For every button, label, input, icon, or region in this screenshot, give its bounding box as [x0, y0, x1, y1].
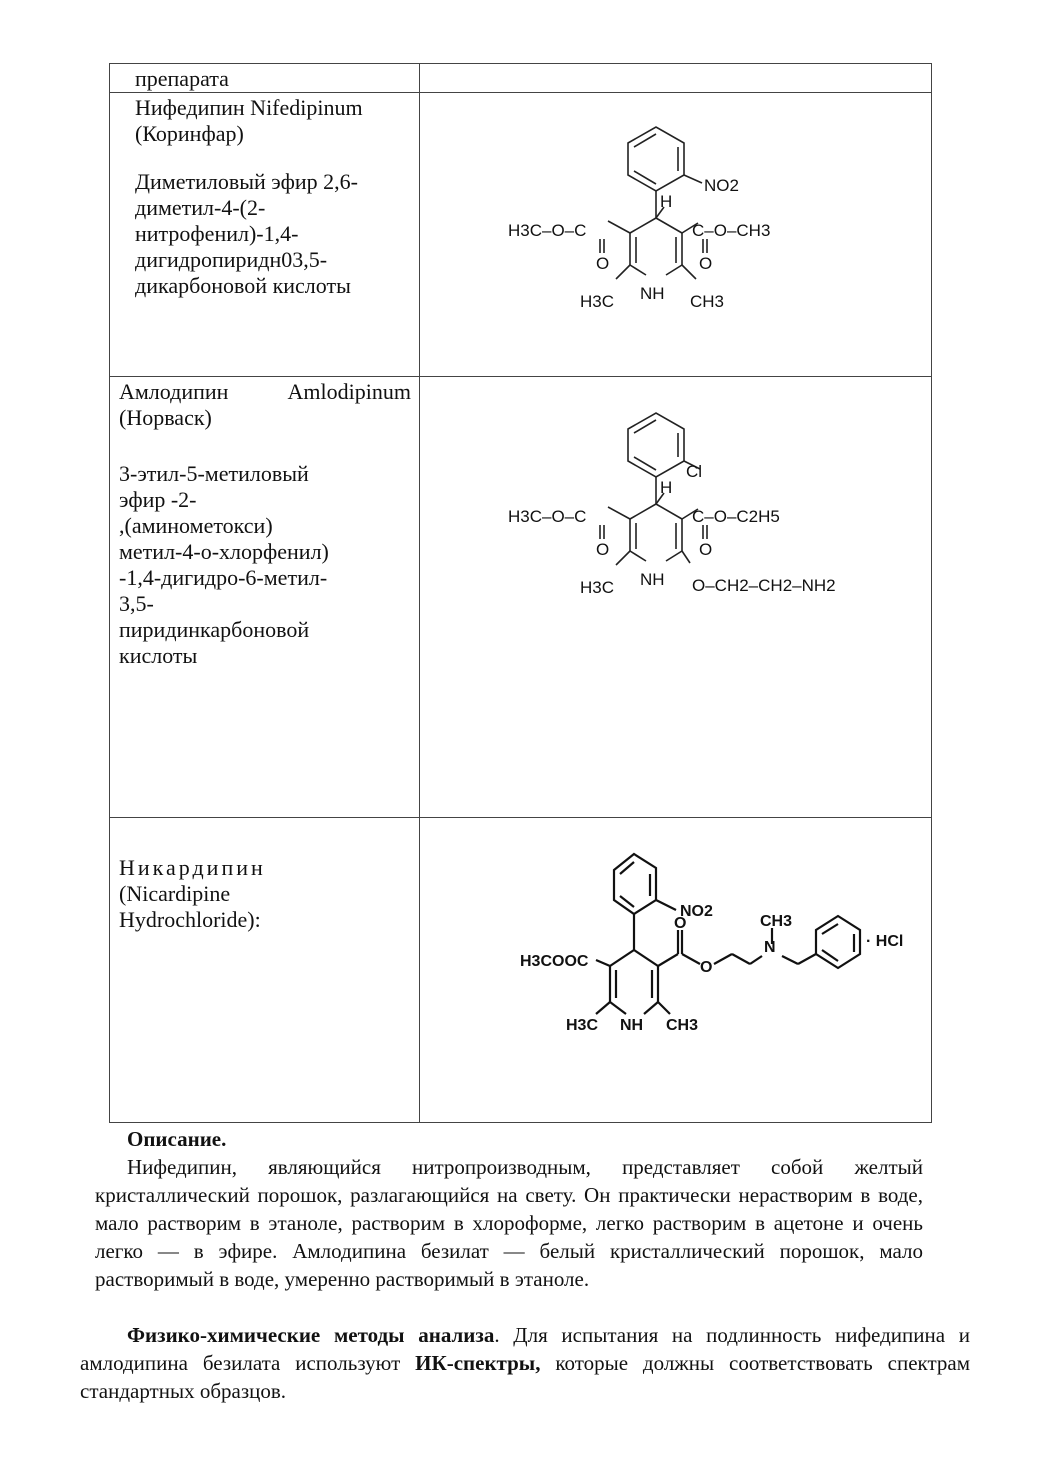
ring-h-label: H — [660, 478, 673, 497]
left-methyl-label: H3C — [580, 292, 615, 311]
substituent-label: NO2 — [704, 176, 739, 195]
methods-paragraph — [80, 1321, 970, 1405]
n-methyl-label: CH3 — [760, 913, 793, 930]
methods-text-before: . Для испытания на подлинность нифедипина и амлодипина безилата используют — [80, 1323, 970, 1375]
description-text: Нифедипин, являющийся нитропроизводным, представляет собой желтый кристаллический порошок, разлагающийся на свету. Он практически нерастворим в воде, мало растворим в этаноле, растворим в хлороформе, легко растворим в ацетоне и очень легко — в эфире. Амлодипина безилат — белый кристаллический порошок, мало растворимый в воде, умеренно растворимый в этаноле. — [95, 1155, 923, 1291]
nifedipine-structure — [420, 93, 931, 376]
amlodipine-structure — [420, 377, 931, 667]
drug-name-amlodipine — [119, 379, 411, 669]
description-heading: Описание. — [127, 1127, 227, 1151]
chem-name-line: метил-4-о-хлорфенил) — [119, 539, 329, 564]
left-ester-label: H3COOC — [520, 953, 589, 970]
drug-name-lat: Hydrochloride): — [119, 907, 261, 932]
methods-bold-term: ИК-спектры, — [415, 1351, 541, 1375]
chem-name-line: пиридинкарбоновой — [119, 617, 310, 642]
drug-name-line: Никардипин — [119, 855, 266, 880]
drug-name-nicardipine — [119, 855, 411, 933]
drug-trade-name: (Норваск) — [119, 405, 212, 430]
drug-name-lat: (Nicardipine — [119, 881, 231, 906]
drug-name-line — [119, 379, 411, 405]
table-border-top — [109, 63, 932, 64]
carbonyl-o-label: O — [674, 915, 687, 932]
left-ester-label: H3C–O–C — [508, 507, 587, 526]
nh-label: NH — [620, 1017, 644, 1034]
drug-trade-name: (Коринфар) — [135, 121, 244, 146]
left-ester-label: H3C–O–C — [508, 221, 587, 240]
ring-h-label: H — [660, 192, 673, 211]
carbonyl-o-label: O — [596, 540, 610, 559]
table-border-left — [109, 63, 110, 1123]
chem-name-line: Диметиловый эфир 2,6- — [135, 169, 358, 194]
substituent-label: NO2 — [680, 903, 713, 920]
left-methyl-label: H3C — [580, 578, 615, 597]
structural-formula-amlodipine — [420, 377, 931, 667]
chem-name-line: дикарбоновой кислоты — [135, 273, 351, 298]
drug-name-lat: Amlodipinum — [287, 379, 411, 404]
salt-label: · HCl — [866, 933, 904, 950]
chem-name-line: дигидропиридн03,5- — [135, 247, 328, 272]
left-methyl-label: H3C — [566, 1017, 599, 1034]
table-border-right — [931, 63, 932, 1123]
right-methyl-label: CH3 — [690, 292, 725, 311]
chem-name-line: ,(аминометокси) — [119, 513, 273, 538]
drug-table — [109, 63, 932, 1123]
structural-formula-nicardipine — [420, 818, 931, 1122]
drug-name-nifedipine — [135, 95, 415, 299]
carbonyl-o-label: O — [699, 540, 713, 559]
amine-n-label: N — [764, 939, 776, 956]
chem-name-line: эфир -2- — [119, 487, 197, 512]
structural-formula-nifedipine — [420, 93, 931, 376]
substituent-label: Cl — [686, 462, 703, 481]
right-ester-label: C–O–CH3 — [692, 221, 771, 240]
drug-name-ru: Амлодипин — [119, 379, 229, 404]
table-border-bottom — [109, 1122, 932, 1123]
right-methyl-label: CH3 — [666, 1017, 699, 1034]
drug-name-line: Нифедипин Nifedipinum — [135, 95, 363, 120]
chem-name-line: -1,4-дигидро-6-метил- — [119, 565, 328, 590]
nh-label: NH — [640, 570, 665, 589]
carbonyl-o-label: O — [699, 254, 713, 273]
carbonyl-o-label: O — [596, 254, 610, 273]
methods-heading: Физико-химические методы анализа — [127, 1323, 495, 1347]
chem-name-line: диметил-4-(2- — [135, 195, 266, 220]
side-chain-label: O–CH2–CH2–NH2 — [692, 576, 836, 595]
chem-name-line: 3-этил-5-метиловый — [119, 461, 309, 486]
chem-name-line: кислоты — [119, 643, 198, 668]
methods-text-after: которые должны соответствовать спектрам стандартных образцов. — [80, 1351, 970, 1403]
chem-name-line: 3,5- — [119, 591, 154, 616]
chem-name-line: нитрофенил)-1,4- — [135, 221, 299, 246]
header-cell-label: препарата — [135, 66, 229, 91]
nh-label: NH — [640, 284, 665, 303]
nicardipine-structure — [420, 818, 931, 1122]
ester-o-label: O — [700, 959, 713, 976]
right-ester-label: C–O–C2H5 — [692, 507, 780, 526]
